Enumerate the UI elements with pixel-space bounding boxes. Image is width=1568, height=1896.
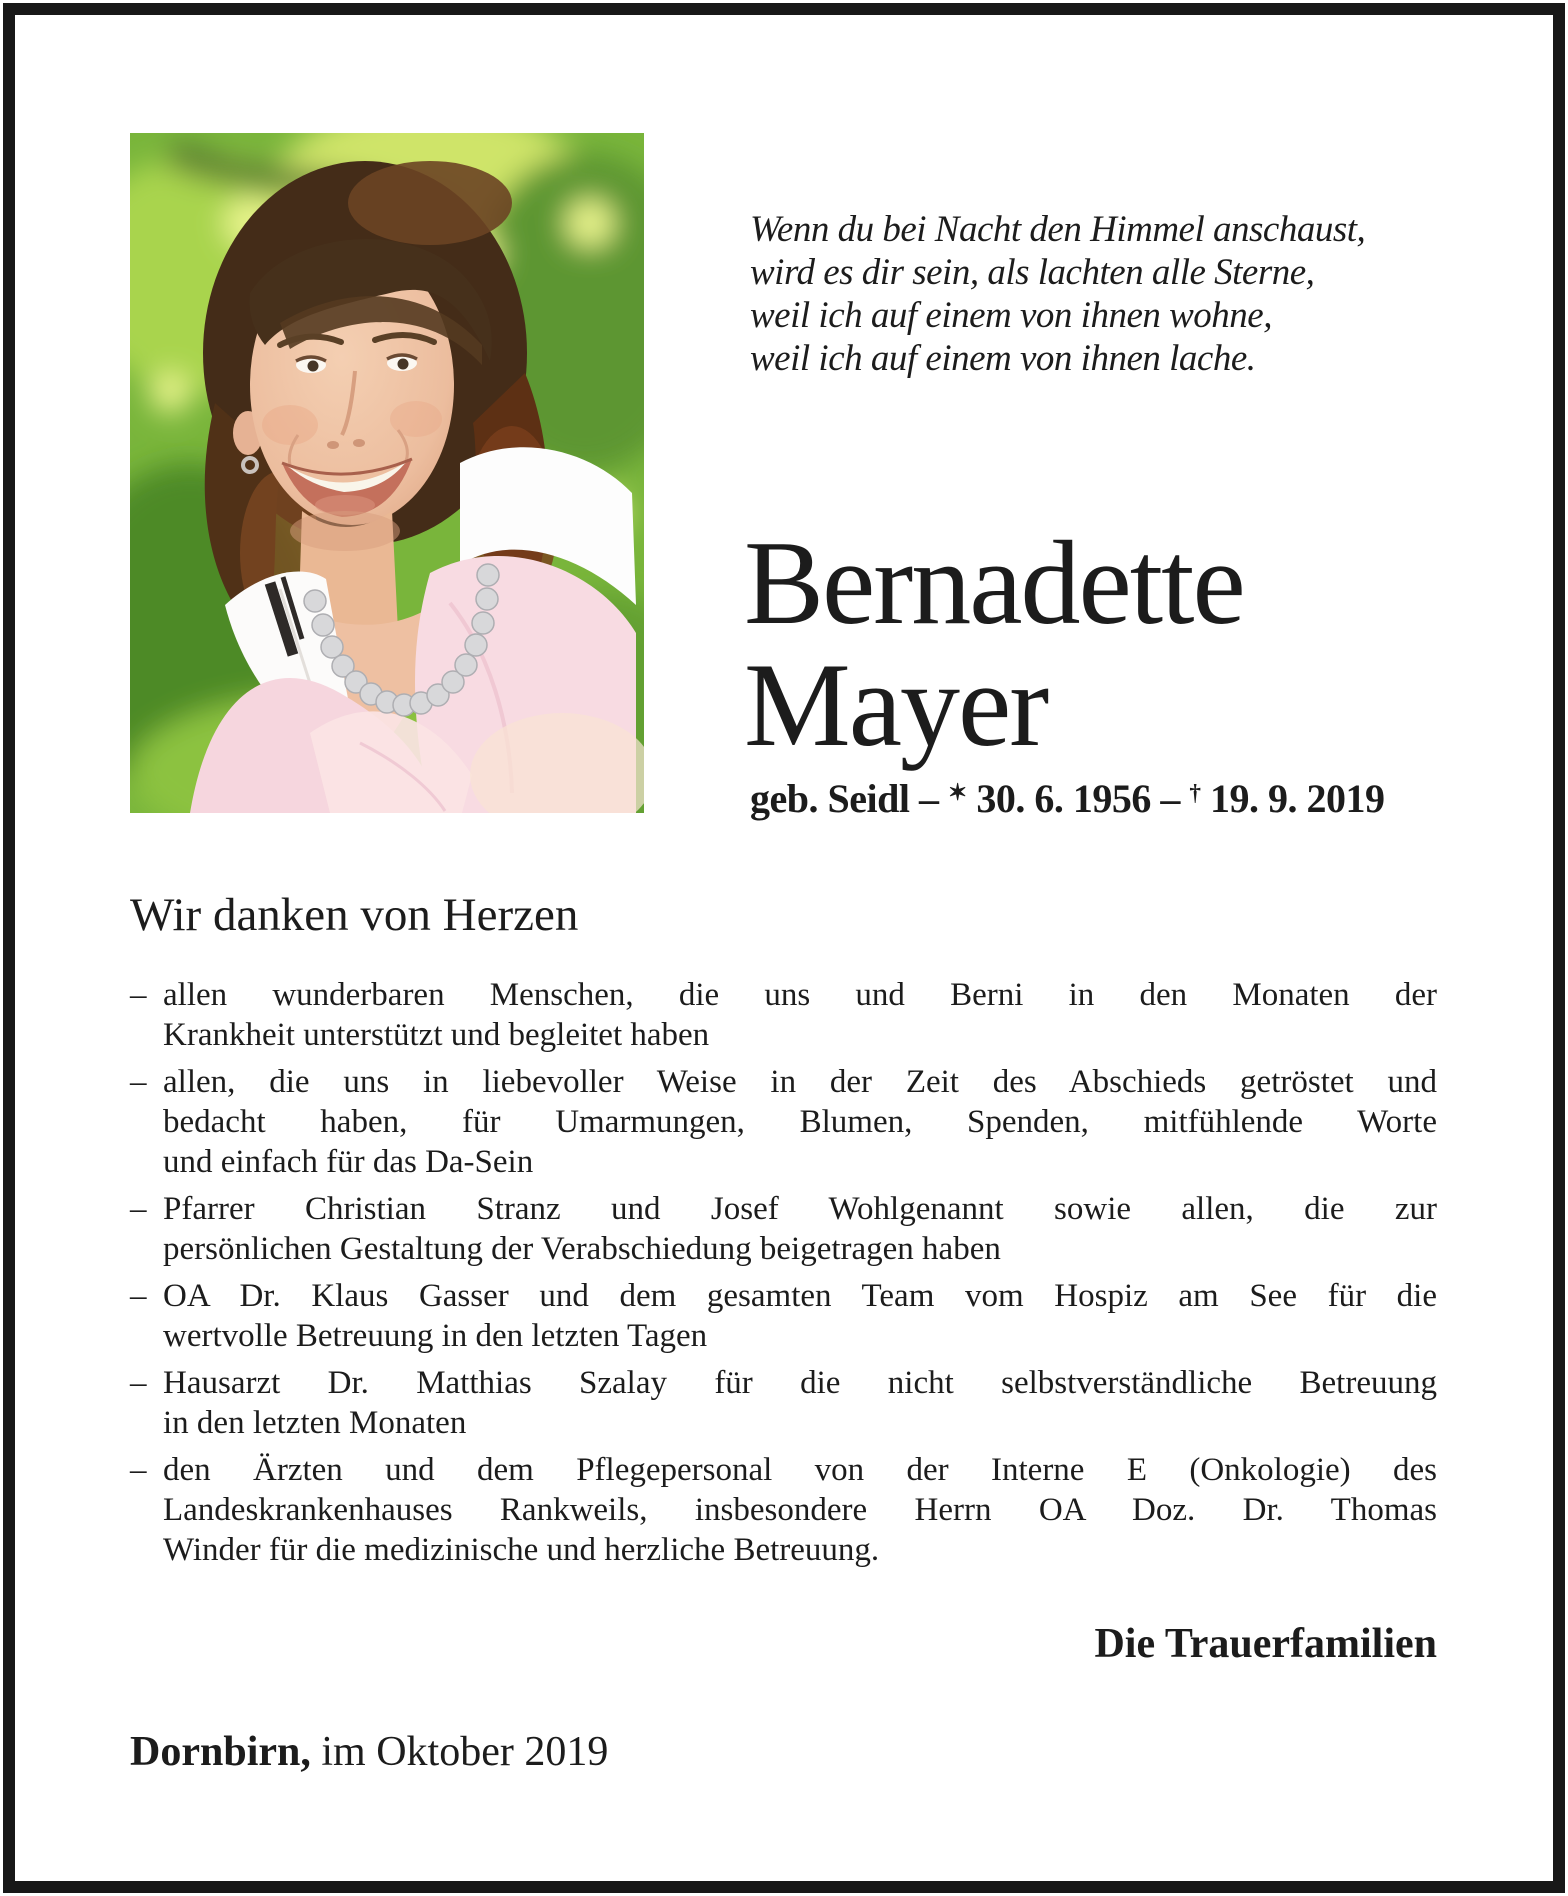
separator-dash: – (1160, 776, 1180, 821)
date-text: im Oktober 2019 (321, 1729, 609, 1775)
bullet-dash: – (130, 977, 147, 1013)
deceased-last-name: Mayer (744, 638, 1048, 771)
list-item (128, 1363, 1437, 1443)
portrait-photo (130, 133, 644, 813)
bullet-dash: – (130, 1278, 147, 1314)
poem-line: wird es dir sein, als lachten alle Sterne, (750, 252, 1315, 293)
thanks-item-line: Pfarrer Christian Stranz und Josef Wohlgenannt sowie allen, die zur (163, 1191, 1437, 1227)
list-item (128, 1062, 1437, 1182)
list-item (128, 1189, 1437, 1269)
thanks-heading: Wir danken von Herzen (130, 889, 579, 941)
bullet-dash: – (130, 1191, 147, 1227)
thanks-list (128, 975, 1437, 1577)
memorial-poem (750, 208, 1450, 380)
thanks-item-line: persönlichen Gestaltung der Verabschiedung beigetragen haben (163, 1231, 1001, 1267)
thanks-item-line: Landeskrankenhauses Rankweils, insbesondere Herrn OA Doz. Dr. Thomas (163, 1492, 1437, 1528)
thanks-item-line: in den letzten Monaten (163, 1405, 467, 1441)
bullet-dash: – (130, 1365, 147, 1401)
thanks-item-line: allen, die uns in liebevoller Weise in der Zeit des Abschieds getröstet und (163, 1064, 1437, 1100)
poem-line: weil ich auf einem von ihnen lache. (750, 338, 1256, 379)
place-date-line (130, 1728, 608, 1776)
deceased-name (744, 516, 1464, 771)
birth-death-line (750, 777, 1385, 827)
thanks-item-line: Krankheit unterstützt und begleitet haben (163, 1017, 710, 1053)
poem-line: weil ich auf einem von ihnen wohne, (750, 295, 1272, 336)
birth-star-icon: ✶ (947, 780, 967, 807)
thanks-item-line: wertvolle Betreuung in den letzten Tagen (163, 1318, 708, 1354)
list-item (128, 1450, 1437, 1570)
thanks-item-line: bedacht haben, für Umarmungen, Blumen, Spenden, mitfühlende Worte (163, 1104, 1437, 1140)
separator-dash: – (918, 776, 939, 821)
thanks-item-line: und einfach für das Da-Sein (163, 1144, 534, 1180)
thanks-item-line: den Ärzten und dem Pflegepersonal von der Interne E (Onkologie) des (163, 1452, 1437, 1488)
thanks-item-line: OA Dr. Klaus Gasser und dem gesamten Team vom Hospiz am See für die (163, 1278, 1437, 1314)
birth-date: 30. 6. 1956 (976, 776, 1151, 821)
list-item (128, 975, 1437, 1055)
thanks-item-line: Winder für die medizinische und herzliche Betreuung. (163, 1532, 880, 1568)
death-date: 19. 9. 2019 (1210, 776, 1385, 821)
bullet-dash: – (130, 1452, 147, 1488)
maiden-name: geb. Seidl (750, 776, 910, 821)
list-item (128, 1276, 1437, 1356)
death-dagger-icon: † (1189, 780, 1201, 807)
mourning-family-signature: Die Trauerfamilien (1094, 1621, 1437, 1667)
poem-line: Wenn du bei Nacht den Himmel anschaust, (750, 209, 1366, 250)
bullet-dash: – (130, 1064, 147, 1100)
thanks-item-line: allen wunderbaren Menschen, die uns und Berni in den Monaten der (163, 977, 1437, 1013)
thanks-item-line: Hausarzt Dr. Matthias Szalay für die nicht selbstverständliche Betreuung (163, 1365, 1437, 1401)
place-name: Dornbirn, (130, 1729, 311, 1775)
deceased-first-name: Bernadette (744, 516, 1244, 649)
